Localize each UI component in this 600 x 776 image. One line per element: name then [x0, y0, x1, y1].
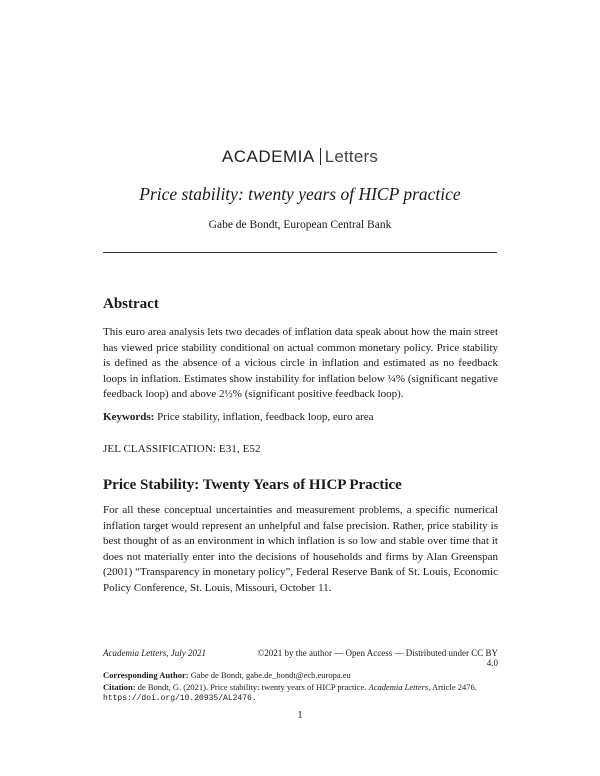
license-notice: ©2021 by the author — Open Access — Distributed under CC BY 4.0 — [257, 648, 498, 668]
corresponding-author — [103, 670, 503, 682]
author-line: Gabe de Bondt, European Central Bank — [208, 219, 392, 231]
citation-journal: Academia Letters — [368, 681, 429, 692]
keywords-value: Price stability, inflation, feedback loop, euro area — [157, 411, 374, 423]
journal-date: Academia Letters, July 2021 — [103, 648, 206, 658]
corr-value[interactable]: Gabe de Bondt, gabe.de_bondt@ecb.europa.eu — [190, 670, 351, 680]
brand-sub: Letters — [324, 147, 379, 166]
section-heading: Price Stability: Twenty Years of HICP Practice — [103, 477, 402, 493]
doi-link[interactable]: https://doi.org/10.20935/AL2476. — [103, 694, 257, 703]
keywords-label: Keywords: — [103, 411, 155, 423]
keywords-line — [103, 411, 374, 423]
brand-logo — [0, 147, 600, 167]
abstract-text: This euro area analysis lets two decades of inflation data speak about how the main street has viewed price stability conditional on actual common monetary policy. Price stability is defined as the absence of a vicious circle in inflation and estimated as no feedback loops in inflation. Estimates show instability for inflation below ¼% (significant negative feedback loop) and above 2½% (significant positive feedback loop). — [103, 326, 498, 400]
citation — [103, 682, 503, 694]
citation-label: Citation: — [103, 681, 136, 692]
correspondence-block — [103, 670, 503, 705]
section-text: For all these conceptual uncertainties and measurement problems, a specific numerical inflation target would represent an unhelpful and false precision. Rather, price stability is best thought of as an environment in which inflation is so low and stable over time that it does not materially enter into the decisions of households and firms by Alan Greenspan (2001) “Transparency in monetary policy”, Federal Reserve Bank of St. Louis, Economic Policy Conference, St. Louis, Missouri, October 11. — [103, 504, 498, 594]
paper-title: Price stability: twenty years of HICP practice — [139, 184, 461, 204]
citation-pre: de Bondt, G. (2021). Price stability: twenty years of HICP practice. — [137, 681, 367, 692]
jel-classification: JEL CLASSIFICATION: E31, E52 — [103, 443, 261, 455]
brand-main: ACADEMIA — [221, 147, 315, 166]
abstract-heading: Abstract — [103, 296, 159, 312]
citation-post: , Article 2476. — [428, 681, 477, 692]
corr-label: Corresponding Author: — [103, 670, 189, 680]
page-number: 1 — [297, 709, 303, 721]
brand-divider — [320, 148, 321, 165]
title-rule — [103, 252, 497, 253]
